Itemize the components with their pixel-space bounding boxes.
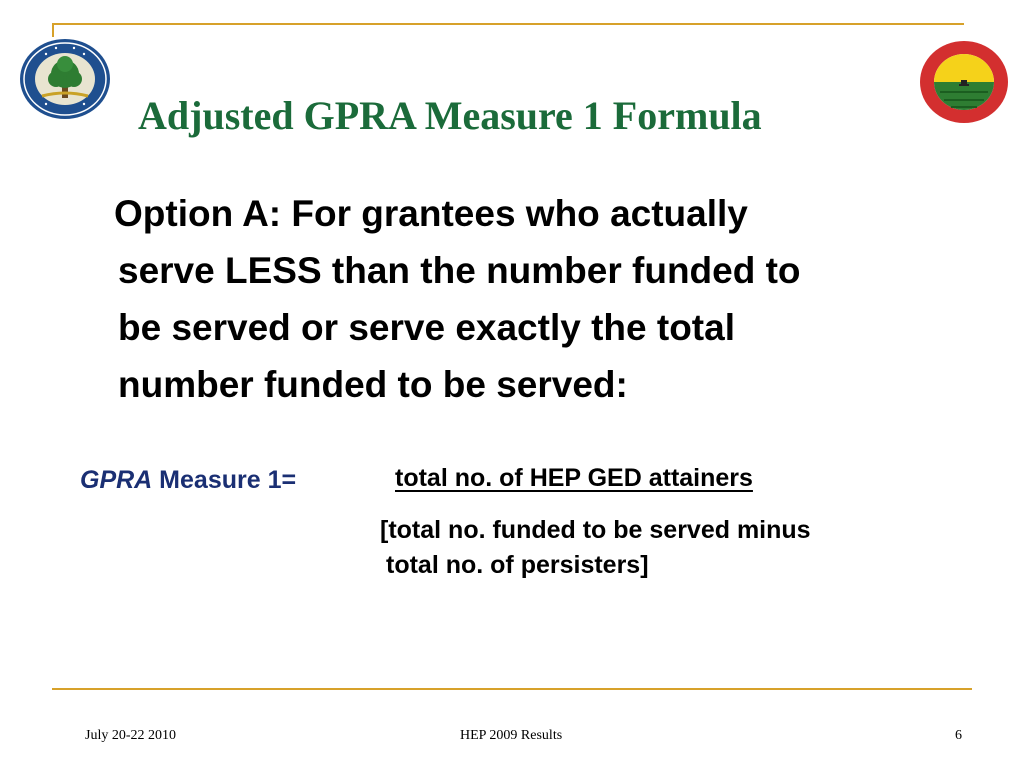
formula-label-gpra: GPRA (80, 466, 153, 494)
option-line: Option A: For grantees who actually (114, 193, 748, 234)
option-a-paragraph (88, 185, 988, 413)
formula-denominator (380, 513, 1000, 583)
bottom-rule (52, 688, 972, 690)
footer-page-number: 6 (955, 728, 962, 743)
top-rule (52, 23, 964, 25)
formula-denominator-line: [total no. funded to be served minus (380, 516, 811, 544)
slide-title: Adjusted GPRA Measure 1 Formula (138, 93, 762, 138)
option-line: be served or serve exactly the total (118, 307, 735, 348)
migrant-education-harvest-of-hope-logo-icon (918, 40, 1010, 124)
footer-title: HEP 2009 Results (460, 728, 563, 743)
department-of-education-seal-icon (18, 38, 112, 120)
formula-numerator: total no. of HEP GED attainers (395, 464, 753, 492)
footer-date: July 20-22 2010 (85, 728, 176, 743)
option-line: serve LESS than the number funded to (118, 250, 801, 291)
top-rule-cap (52, 23, 54, 37)
option-line: number funded to be served: (118, 364, 628, 405)
formula-denominator-line: total no. of persisters] (386, 551, 649, 579)
formula-label-measure: Measure 1= (152, 466, 297, 494)
formula-label (80, 466, 296, 495)
